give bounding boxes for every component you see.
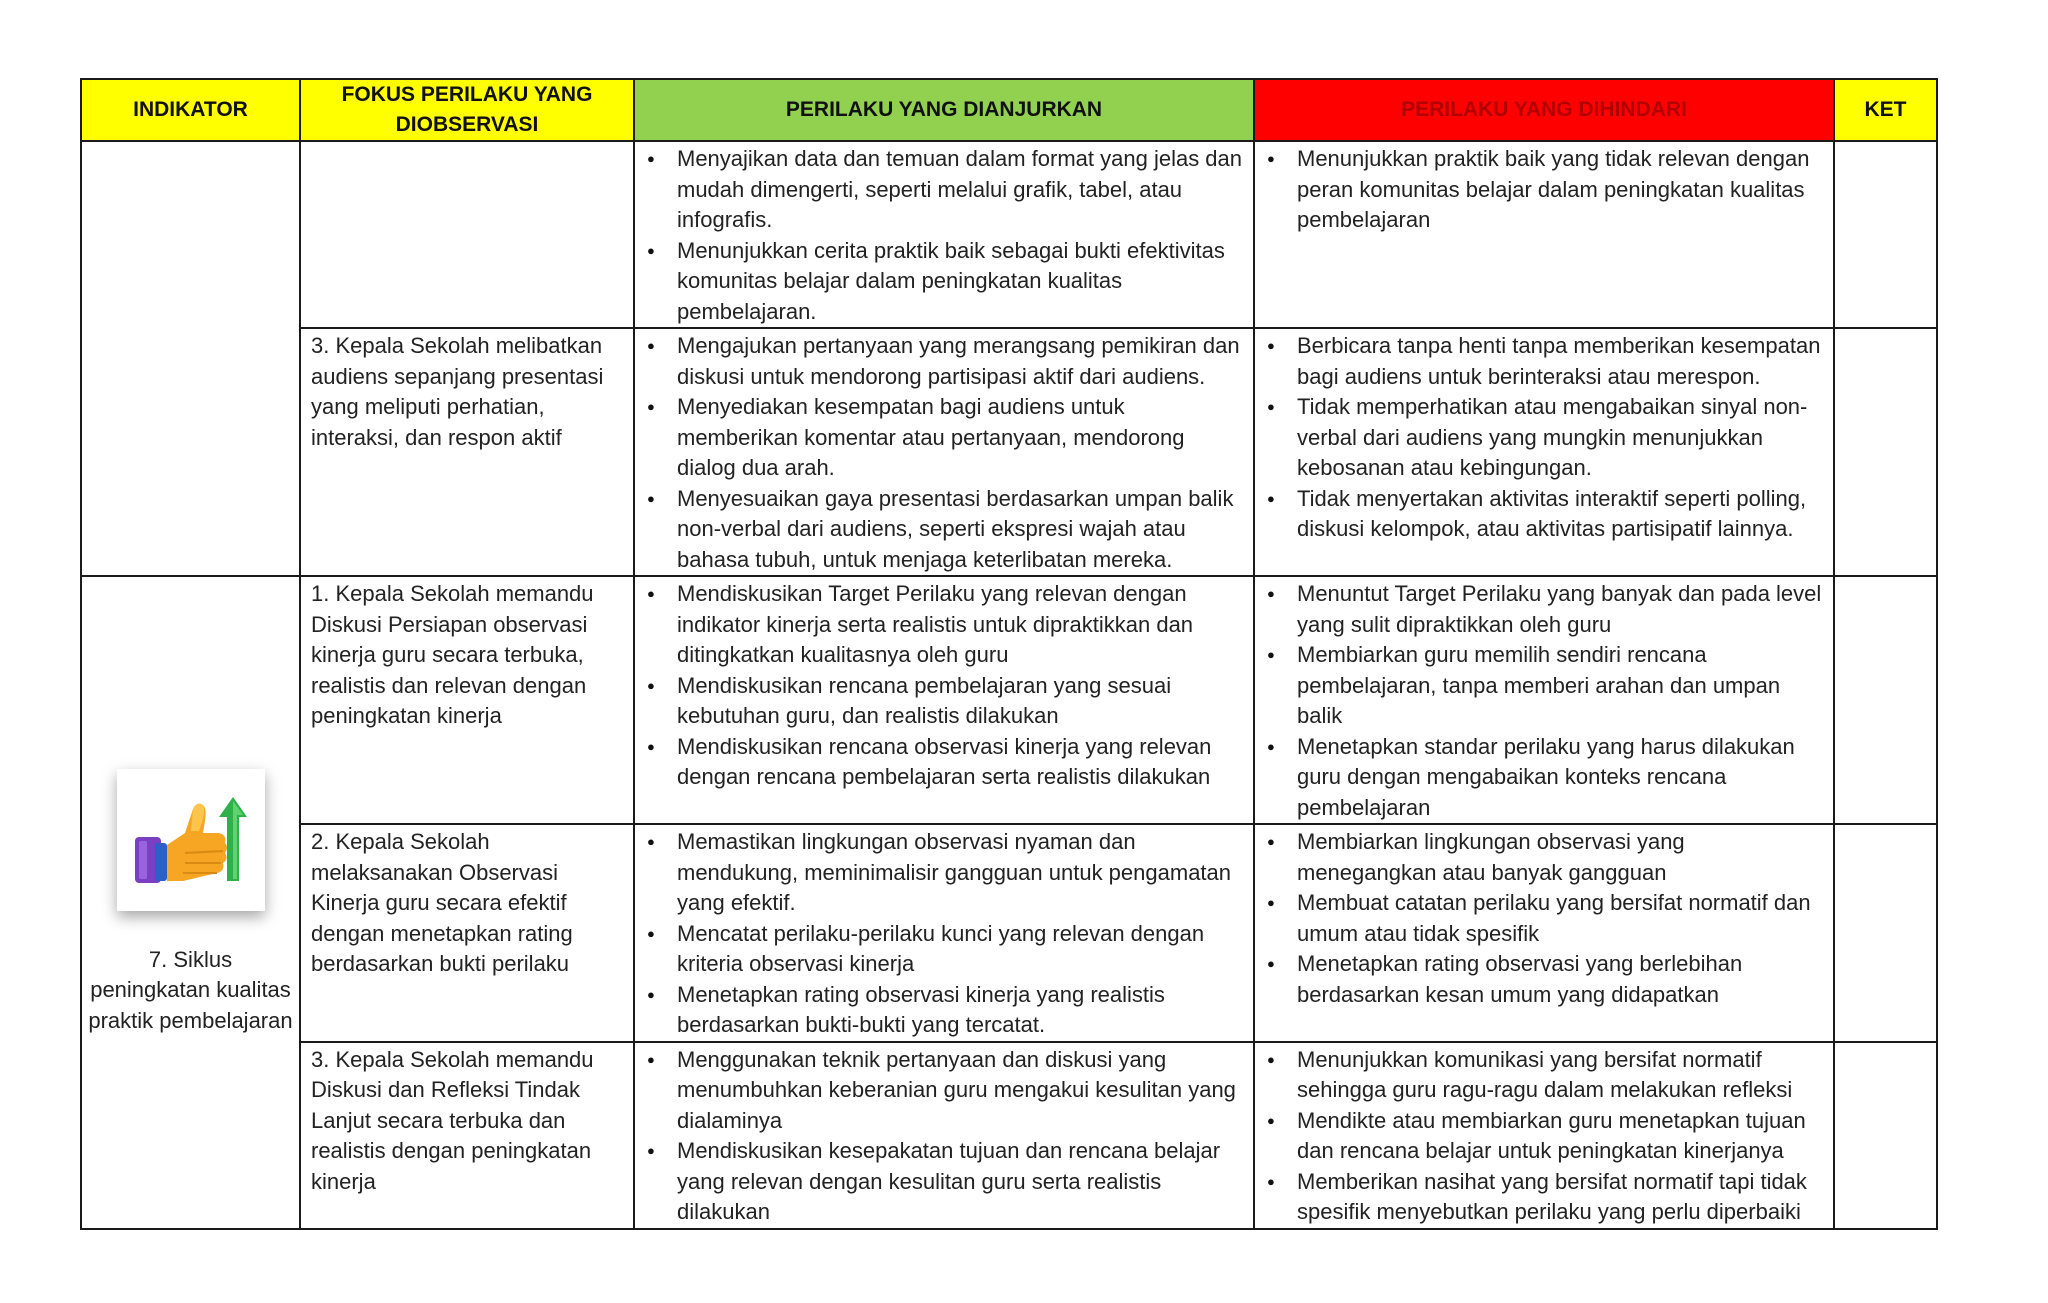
list-item: ● Mendiskusikan Target Perilaku yang relevan dengan indikator kinerja serta realistis untuk dipraktikkan dan ditingkatkan kualitasnya oleh guru: [677, 579, 1245, 671]
dihindari-list: [1255, 144, 1833, 236]
list-item: ● Mendiskusikan rencana observasi kinerja yang relevan dengan rencana pembelajaran serta realistis dilakukan: [677, 732, 1245, 793]
list-item: ● Memberikan nasihat yang bersifat normatif tapi tidak spesifik menyebutkan perilaku yang perlu diperbaiki: [1297, 1167, 1825, 1228]
table-row: [81, 824, 1937, 1042]
list-item: ● Tidak menyertakan aktivitas interaktif seperti polling, diskusi kelompok, atau aktivitas partisipatif lainnya.: [1297, 484, 1825, 545]
fokus-cell: 3. Kepala Sekolah memandu Diskusi dan Refleksi Tindak Lanjut secara terbuka dan realistis dengan peningkatan kinerja: [300, 1042, 634, 1229]
header-fokus: FOKUS PERILAKU YANG DIOBSERVASI: [300, 79, 634, 141]
list-item: ● Berbicara tanpa henti tanpa memberikan kesempatan bagi audiens untuk berinteraksi atau merespon.: [1297, 331, 1825, 392]
list-item: ● Mendikte atau membiarkan guru menetapkan tujuan dan rencana belajar untuk peningkatan kinerjanya: [1297, 1106, 1825, 1167]
list-item: ● Memastikan lingkungan observasi nyaman dan mendukung, meminimalisir gangguan untuk pengamatan yang efektif.: [677, 827, 1245, 919]
header-dianjurkan: PERILAKU YANG DIANJURKAN: [634, 79, 1254, 141]
table-row: [81, 328, 1937, 576]
dianjurkan-cell: [634, 824, 1254, 1042]
list-item: ● Membiarkan guru memilih sendiri rencana pembelajaran, tanpa memberi arahan dan umpan balik: [1297, 640, 1825, 732]
dihindari-cell: [1254, 576, 1834, 824]
table-row: [81, 1042, 1937, 1229]
list-item: ● Menunjukkan komunikasi yang bersifat normatif sehingga guru ragu-ragu dalam melakukan refleksi: [1297, 1045, 1825, 1106]
fokus-cell: 1. Kepala Sekolah memandu Diskusi Persiapan observasi kinerja guru secara terbuka, realistis dan relevan dengan peningkatan kinerja: [300, 576, 634, 824]
fokus-cell: 2. Kepala Sekolah melaksanakan Observasi Kinerja guru secara efektif dengan menetapkan rating berdasarkan bukti perilaku: [300, 824, 634, 1042]
ket-cell: [1834, 141, 1937, 328]
list-item: ● Menuntut Target Perilaku yang banyak dan pada level yang sulit dipraktikkan oleh guru: [1297, 579, 1825, 640]
dianjurkan-cell: [634, 141, 1254, 328]
dihindari-cell: [1254, 141, 1834, 328]
dihindari-cell: [1254, 328, 1834, 576]
dihindari-list: [1255, 827, 1833, 1010]
list-item: ● Menggunakan teknik pertanyaan dan diskusi yang menumbuhkan keberanian guru mengakui kesulitan yang dialaminya: [677, 1045, 1245, 1137]
dihindari-list: [1255, 579, 1833, 823]
behavior-rubric-table: [80, 78, 1938, 1230]
list-item: ● Mengajukan pertanyaan yang merangsang pemikiran dan diskusi untuk mendorong partisipasi aktif dari audiens.: [677, 331, 1245, 392]
thumbs-up-growth-icon: [117, 769, 265, 911]
list-item: ● Membiarkan lingkungan observasi yang menegangkan atau banyak gangguan: [1297, 827, 1825, 888]
list-item: ● Mendiskusikan rencana pembelajaran yang sesuai kebutuhan guru, dan realistis dilakukan: [677, 671, 1245, 732]
header-indikator: INDIKATOR: [81, 79, 300, 141]
header-ket: KET: [1834, 79, 1937, 141]
list-item: ● Menunjukkan cerita praktik baik sebagai bukti efektivitas komunitas belajar dalam peningkatan kualitas pembelajaran.: [677, 236, 1245, 328]
list-item: ● Menetapkan standar perilaku yang harus dilakukan guru dengan mengabaikan konteks rencana pembelajaran: [1297, 732, 1825, 824]
table-row: [81, 576, 1937, 824]
indikator-label: 7. Siklus peningkatan kualitas praktik pembelajaran: [88, 946, 293, 1033]
dianjurkan-list: [635, 579, 1253, 793]
fokus-cell: 3. Kepala Sekolah melibatkan audiens sepanjang presentasi yang meliputi perhatian, interaksi, dan respon aktif: [300, 328, 634, 576]
header-row: [81, 79, 1937, 141]
list-item: ● Menyesuaikan gaya presentasi berdasarkan umpan balik non-verbal dari audiens, seperti ekspresi wajah atau bahasa tubuh, untuk menjaga keterlibatan mereka.: [677, 484, 1245, 576]
header-dihindari: PERILAKU YANG DIHINDARI: [1254, 79, 1834, 141]
list-item: ● Menetapkan rating observasi yang berlebihan berdasarkan kesan umum yang didapatkan: [1297, 949, 1825, 1010]
table-row: [81, 141, 1937, 328]
dianjurkan-cell: [634, 328, 1254, 576]
dianjurkan-list: [635, 1045, 1253, 1228]
ket-cell: [1834, 824, 1937, 1042]
dianjurkan-list: [635, 144, 1253, 327]
list-item: ● Membuat catatan perilaku yang bersifat normatif dan umum atau tidak spesifik: [1297, 888, 1825, 949]
dianjurkan-cell: [634, 1042, 1254, 1229]
ket-cell: [1834, 576, 1937, 824]
dihindari-cell: [1254, 824, 1834, 1042]
dihindari-list: [1255, 1045, 1833, 1228]
ket-cell: [1834, 1042, 1937, 1229]
list-item: ● Mencatat perilaku-perilaku kunci yang relevan dengan kriteria observasi kinerja: [677, 919, 1245, 980]
list-item: ● Tidak memperhatikan atau mengabaikan sinyal non-verbal dari audiens yang mungkin menunjukkan kebosanan atau kebingungan.: [1297, 392, 1825, 484]
dianjurkan-list: [635, 331, 1253, 575]
dianjurkan-list: [635, 827, 1253, 1041]
ket-cell: [1834, 328, 1937, 576]
list-item: ● Mendiskusikan kesepakatan tujuan dan rencana belajar yang relevan dengan kesulitan guru serta realistis dilakukan: [677, 1136, 1245, 1228]
dihindari-cell: [1254, 1042, 1834, 1229]
list-item: ● Menyediakan kesempatan bagi audiens untuk memberikan komentar atau pertanyaan, mendorong dialog dua arah.: [677, 392, 1245, 484]
list-item: ● Menyajikan data dan temuan dalam format yang jelas dan mudah dimengerti, seperti melalui grafik, tabel, atau infografis.: [677, 144, 1245, 236]
fokus-cell: [300, 141, 634, 328]
dianjurkan-cell: [634, 576, 1254, 824]
indikator-cell-previous: [81, 141, 300, 576]
dihindari-list: [1255, 331, 1833, 545]
indikator-cell: [81, 576, 300, 1229]
list-item: ● Menetapkan rating observasi kinerja yang realistis berdasarkan bukti-bukti yang tercatat.: [677, 980, 1245, 1041]
list-item: ● Menunjukkan praktik baik yang tidak relevan dengan peran komunitas belajar dalam peningkatan kualitas pembelajaran: [1297, 144, 1825, 236]
